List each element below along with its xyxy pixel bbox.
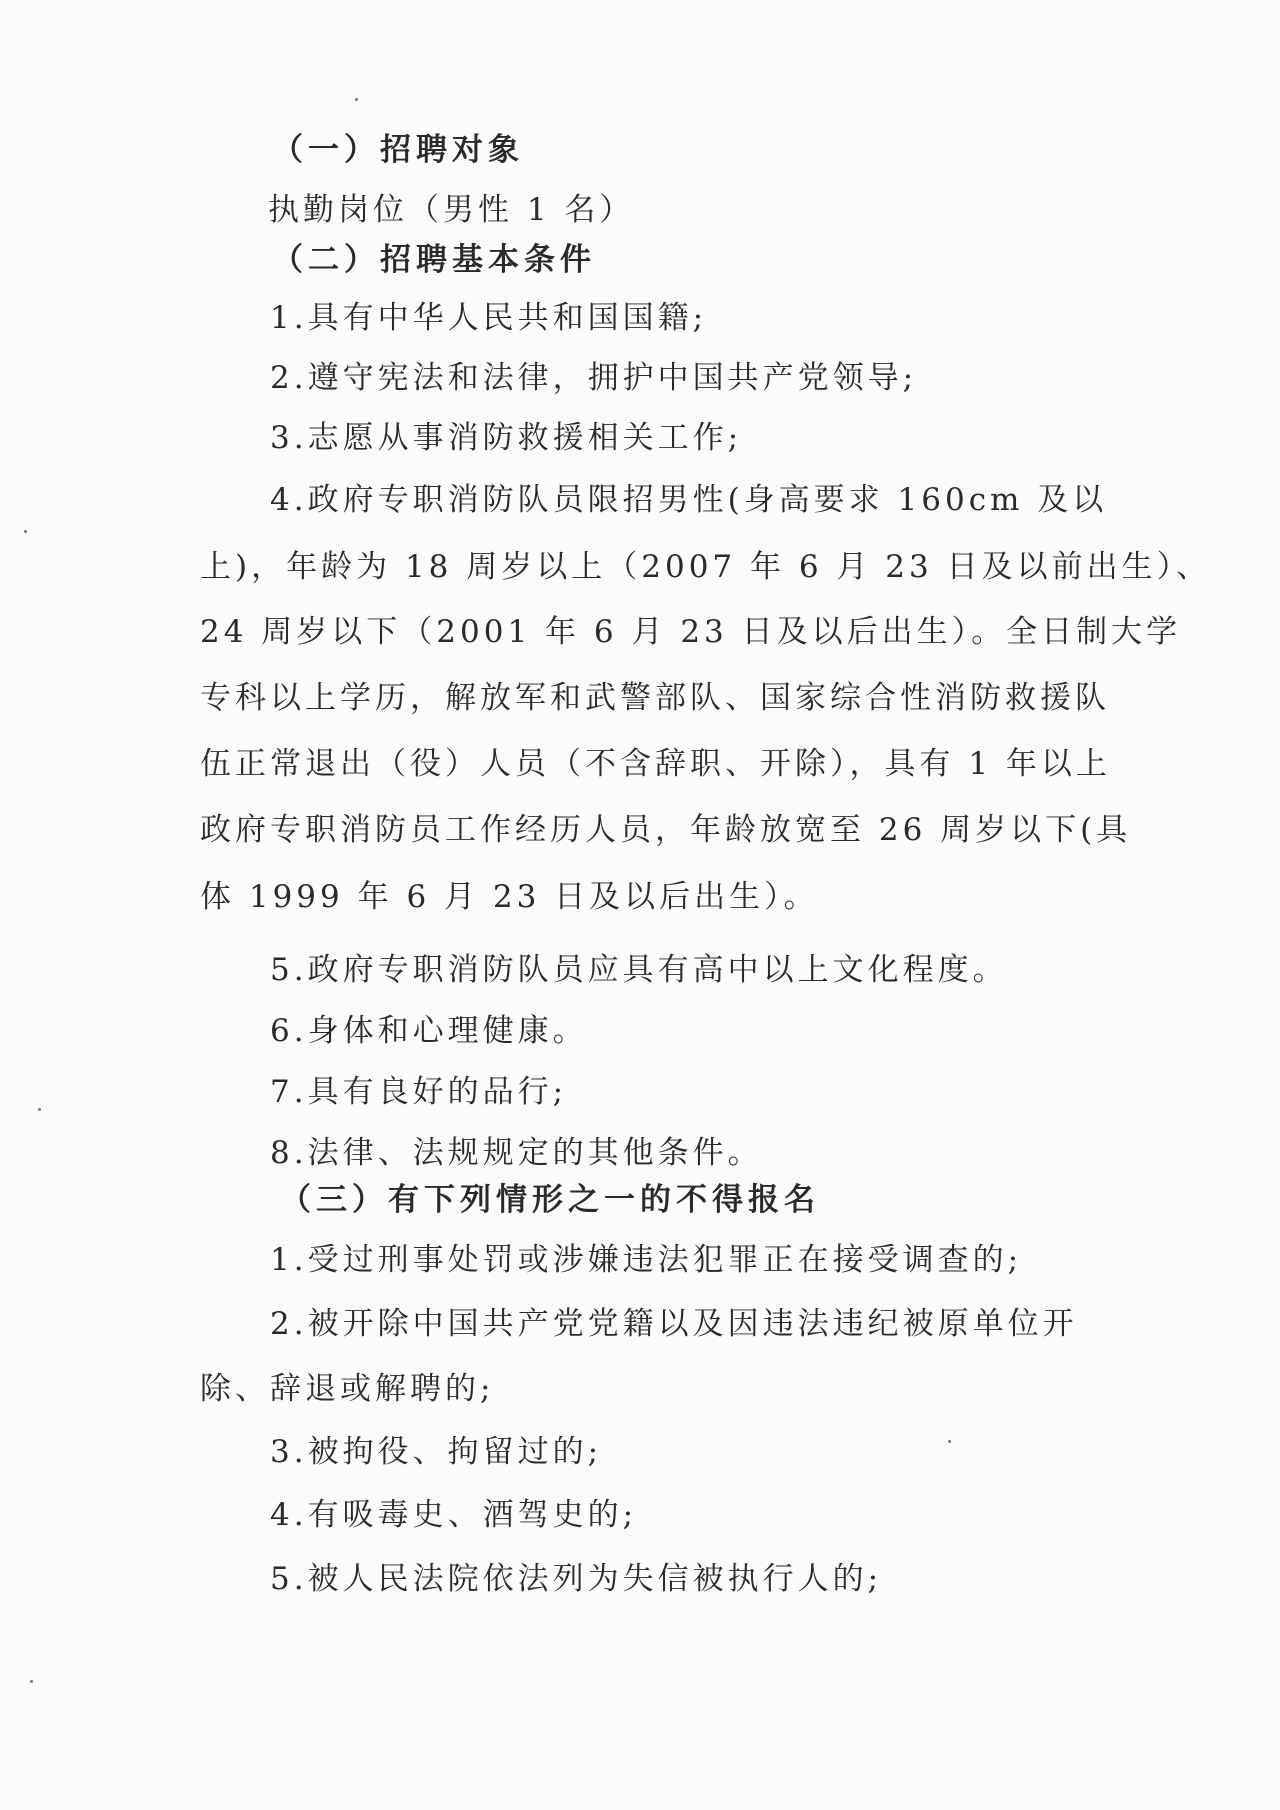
condition-item-4-line-7: 体 1999 年 6 月 23 日及以后出生）。 (200, 879, 819, 915)
section-1-text: 执勤岗位（男性 1 名） (268, 192, 635, 228)
condition-item-6: 6.身体和心理健康。 (270, 1013, 588, 1049)
condition-item-4-line-1: 4.政府专职消防队员限招男性(身高要求 160cm 及以 (270, 482, 1108, 518)
condition-item-7: 7.具有良好的品行; (270, 1074, 568, 1110)
condition-item-5: 5.政府专职消防队员应具有高中以上文化程度。 (270, 952, 1008, 988)
condition-item-8: 8.法律、法规规定的其他条件。 (270, 1135, 763, 1171)
condition-item-4-line-2: 上)，年龄为 18 周岁以上（2007 年 6 月 23 日及以前出生）、 (200, 549, 1212, 585)
scan-speck (355, 98, 358, 101)
exclusion-item-4: 4.有吸毒史、酒驾史的; (270, 1497, 638, 1533)
condition-item-4-line-6: 政府专职消防员工作经历人员，年龄放宽至 26 周岁以下(具 (200, 812, 1132, 848)
condition-item-4-line-4: 专科以上学历，解放军和武警部队、国家综合性消防救援队 (200, 680, 1110, 716)
condition-item-4-line-5: 伍正常退出（役）人员（不含辞职、开除），具有 1 年以上 (200, 746, 1111, 782)
condition-item-1: 1.具有中华人民共和国国籍; (270, 300, 708, 336)
exclusion-item-5: 5.被人民法院依法列为失信被执行人的; (270, 1561, 883, 1597)
scan-speck (24, 530, 27, 533)
condition-item-2: 2.遵守宪法和法律，拥护中国共产党领导; (270, 360, 918, 396)
exclusion-item-1: 1.受过刑事处罚或涉嫌违法犯罪正在接受调查的; (270, 1242, 1023, 1278)
scan-speck (30, 1680, 33, 1683)
condition-item-4-line-3: 24 周岁以下（2001 年 6 月 23 日及以后出生）。全日制大学 (200, 614, 1182, 650)
scan-speck (38, 1108, 41, 1111)
exclusion-item-2-line-2: 除、辞退或解聘的; (200, 1371, 495, 1407)
exclusion-item-3: 3.被拘役、拘留过的; (270, 1434, 603, 1470)
exclusion-item-2-line-1: 2.被开除中国共产党党籍以及因违法违纪被原单位开 (270, 1306, 1078, 1342)
section-2-heading: （二）招聘基本条件 (272, 242, 596, 278)
scan-speck (948, 1440, 951, 1443)
section-3-heading: （三）有下列情形之一的不得报名 (280, 1182, 820, 1218)
condition-item-3: 3.志愿从事消防救援相关工作; (270, 420, 743, 456)
section-1-heading: （一）招聘对象 (272, 132, 524, 168)
